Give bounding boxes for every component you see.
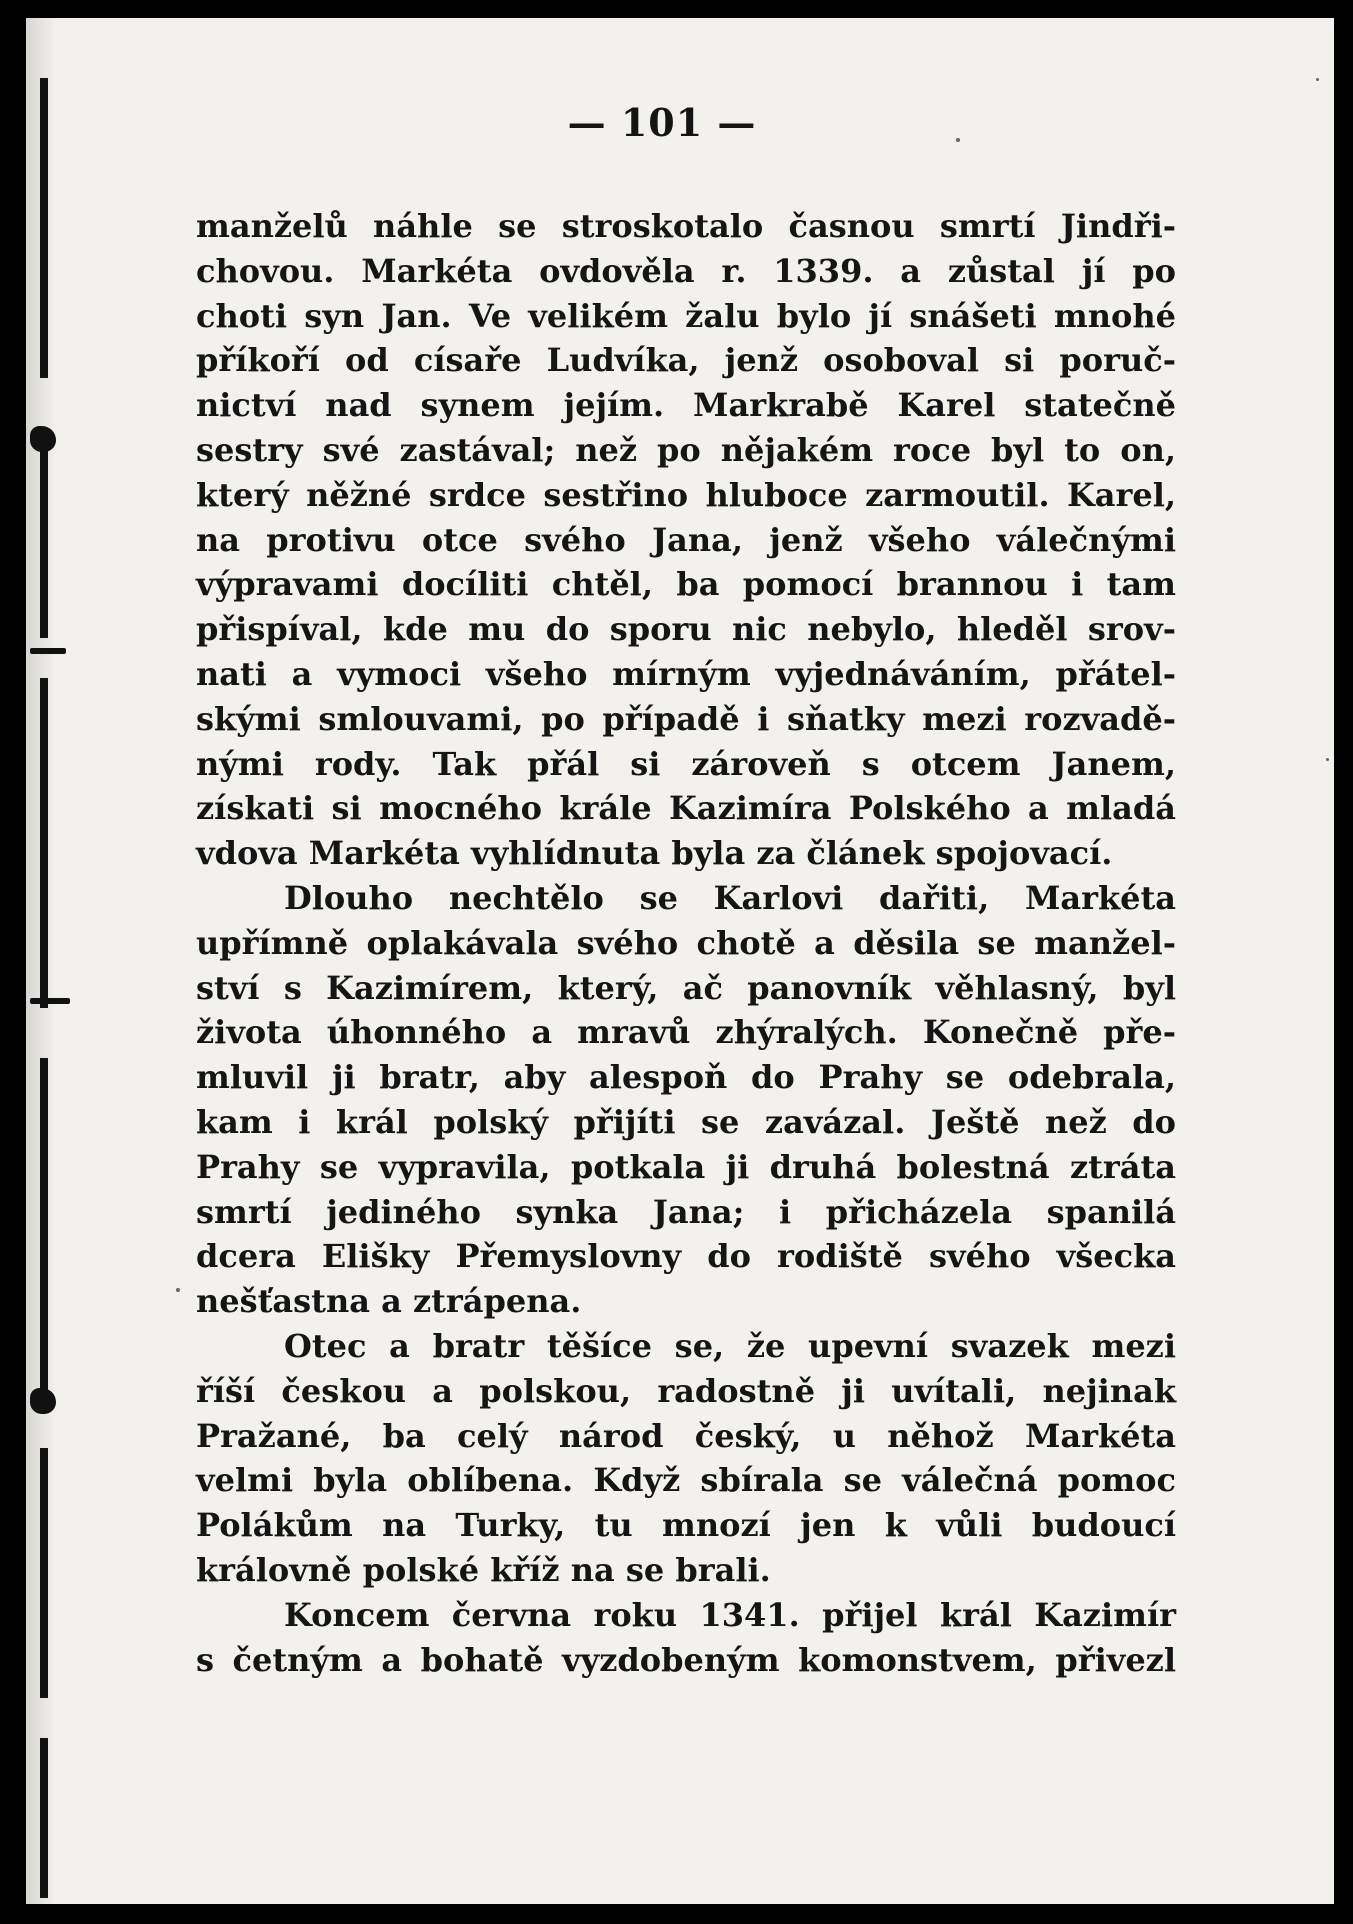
text-line: kam i král polský přijíti se zavázal. Ještě než do xyxy=(196,1102,1176,1141)
text-line: získati si mocného krále Kazimíra Polského a mladá xyxy=(196,789,1176,828)
text-line: Koncem června roku 1341. přijel král Kazimír xyxy=(284,1595,1176,1634)
binding-stitch xyxy=(30,998,70,1004)
text-line: Dlouho nechtělo se Karlovi dařiti, Markéta xyxy=(284,878,1176,917)
text-line: sestry své zastával; než po nějakém roce byl to on, xyxy=(196,430,1176,469)
binding-stitch xyxy=(30,426,56,452)
text-line: výpravami docíliti chtěl, ba pomocí brannou i tam xyxy=(196,565,1176,604)
binding-thread xyxy=(40,1058,48,1408)
binding-thread xyxy=(40,678,48,1008)
binding-thread xyxy=(40,438,48,638)
text-line: s četným a bohatě vyzdobeným komonstvem, přivezl xyxy=(196,1640,1176,1679)
text-line: chovou. Markéta ovdověla r. 1339. a zůstal jí po xyxy=(196,251,1176,290)
text-line: Prahy se vypravila, potkala ji druhá bolestná ztráta xyxy=(196,1147,1176,1186)
binding-thread xyxy=(40,1448,48,1698)
page-number: — 101 — xyxy=(567,100,757,145)
binding-thread xyxy=(40,1738,48,1898)
text-line: dcera Elišky Přemyslovny do rodiště svého všecka xyxy=(196,1237,1176,1276)
text-line: choti syn Jan. Ve velikém žalu bylo jí snášeti mnohé xyxy=(196,296,1176,335)
text-line: přispíval, kde mu do sporu nic nebylo, hleděl srov- xyxy=(196,610,1176,649)
text-line: Polákům na Turky, tu mnozí jen k vůli budoucí xyxy=(196,1506,1176,1545)
paragraph xyxy=(196,876,1176,1324)
text-line: nictví nad synem jejím. Markrabě Karel statečně xyxy=(196,386,1176,425)
text-line: nati a vymoci všeho mírným vyjednáváním, přátel- xyxy=(196,654,1176,693)
text-line: smrtí jediného synka Jana; i přicházela spanilá xyxy=(196,1192,1176,1231)
text-line: ství s Kazimírem, který, ač panovník věhlasný, byl xyxy=(196,968,1176,1007)
paper-speck xyxy=(176,1288,180,1292)
text-line: nešťastna a ztrápena. xyxy=(196,1282,582,1321)
paragraph xyxy=(196,1324,1176,1593)
text-line: Pražané, ba celý národ český, u něhož Markéta xyxy=(196,1416,1176,1455)
text-line: příkoří od císaře Ludvíka, jenž osoboval si poruč- xyxy=(196,341,1176,380)
text-line: mluvil ji bratr, aby alespoň do Prahy se odebrala, xyxy=(196,1058,1176,1097)
text-line: na protivu otce svého Jana, jenž všeho válečnými xyxy=(196,520,1176,559)
text-line: upřímně oplakávala svého chotě a děsila se manžel- xyxy=(196,923,1176,962)
text-line: života úhonného a mravů zhýralých. Konečně pře- xyxy=(196,1013,1176,1052)
paragraph xyxy=(196,1593,1176,1683)
text-line: manželů náhle se stroskotalo časnou smrtí Jindři- xyxy=(196,207,1176,245)
text-line: vdova Markéta vyhlídnuta byla za článek spojovací. xyxy=(196,834,1113,873)
text-line: královně polské kříž na se brali. xyxy=(196,1550,771,1589)
book-page xyxy=(26,18,1334,1904)
binding-stitch xyxy=(30,648,66,654)
text-line: skými smlouvami, po případě i sňatky mezi rozvadě- xyxy=(196,699,1176,738)
text-line: velmi byla oblíbena. Když sbírala se válečná pomoc xyxy=(196,1461,1176,1500)
body-text xyxy=(196,204,1176,1682)
text-line: Otec a bratr těšíce se, že upevní svazek mezi xyxy=(284,1326,1176,1365)
paper-speck xyxy=(1326,758,1329,761)
text-line: nými rody. Tak přál si zároveň s otcem Janem, xyxy=(196,744,1176,783)
paper-speck xyxy=(1316,78,1319,81)
paragraph xyxy=(196,204,1176,876)
text-line: říší českou a polskou, radostně ji uvítali, nejinak xyxy=(196,1371,1176,1410)
binding-stitch xyxy=(30,1388,56,1414)
text-line: který něžné srdce sestřino hluboce zarmoutil. Karel, xyxy=(196,475,1176,514)
